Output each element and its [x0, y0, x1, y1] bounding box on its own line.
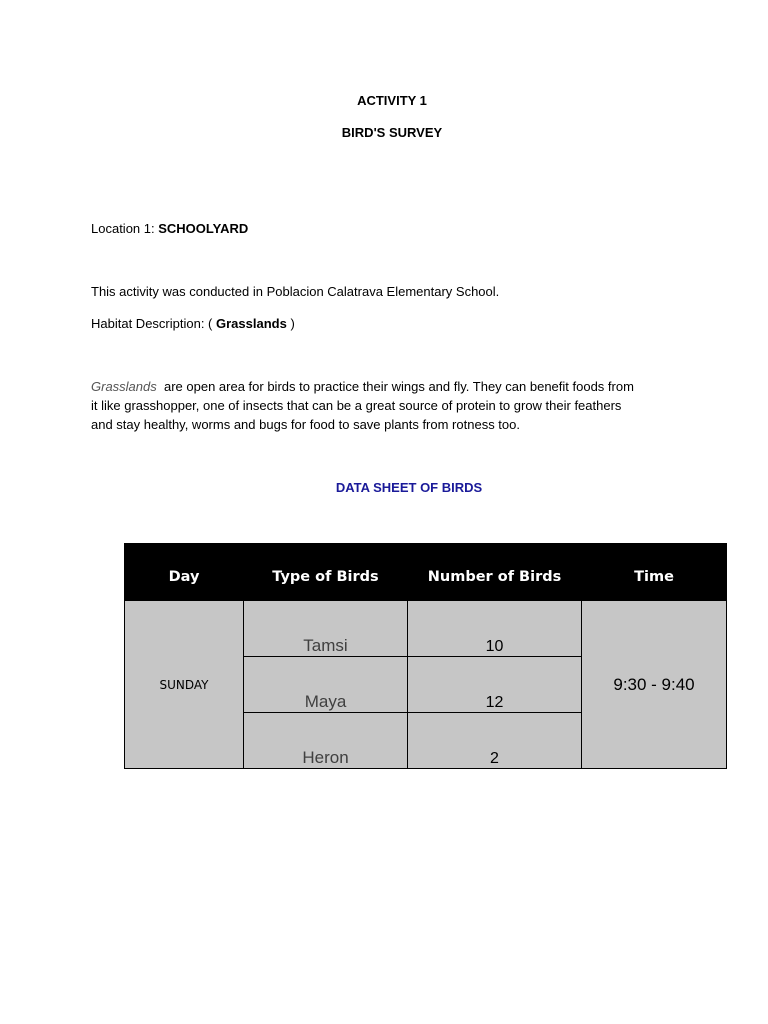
survey-subtitle: BIRD'S SURVEY: [341, 125, 443, 140]
bird-number-cell: 12: [408, 657, 582, 713]
header-day: Day: [125, 544, 244, 601]
habitat-value: Grasslands: [216, 316, 287, 331]
paragraph-line3: and stay healthy, worms and bugs for food to save plants from rotness too.: [91, 417, 520, 432]
table-header-row: [125, 544, 727, 601]
habitat-suffix: ): [286, 316, 295, 331]
birds-table-container: [124, 543, 726, 768]
paragraph-line1: are open area for birds to practice their wings and fly. They can benefit foods from: [156, 379, 634, 394]
header-time: Time: [582, 544, 727, 601]
paragraph-lead: Grasslands: [91, 379, 157, 394]
bird-type-cell: Maya: [244, 657, 408, 713]
bird-type-cell: Heron: [244, 713, 408, 769]
habitat-label: Habitat Description: (: [91, 316, 216, 331]
paragraph-line2: it like grasshopper, one of insects that can be a great source of protein to grow their feathers: [91, 398, 622, 413]
location-line: [91, 219, 691, 238]
habitat-line: [91, 314, 691, 333]
header-type-of-birds: Type of Birds: [244, 544, 408, 601]
location-label: Location 1:: [91, 221, 159, 236]
habitat-paragraph: [91, 377, 691, 434]
birds-data-table: [124, 543, 727, 769]
datasheet-title: DATA SHEET OF BIRDS: [335, 480, 483, 495]
header-number-of-birds: Number of Birds: [408, 544, 582, 601]
bird-type-cell: Tamsi: [244, 601, 408, 657]
bird-number-cell: 10: [408, 601, 582, 657]
bird-number-cell: 2: [408, 713, 582, 769]
intro-text: This activity was conducted in Poblacion Calatrava Elementary School.: [91, 284, 500, 299]
activity-title: ACTIVITY 1: [357, 93, 427, 108]
location-value: SCHOOLYARD: [158, 221, 249, 236]
time-cell: 9:30 - 9:40: [582, 601, 727, 769]
table-row: [125, 601, 727, 657]
day-cell: SUNDAY: [125, 601, 244, 769]
